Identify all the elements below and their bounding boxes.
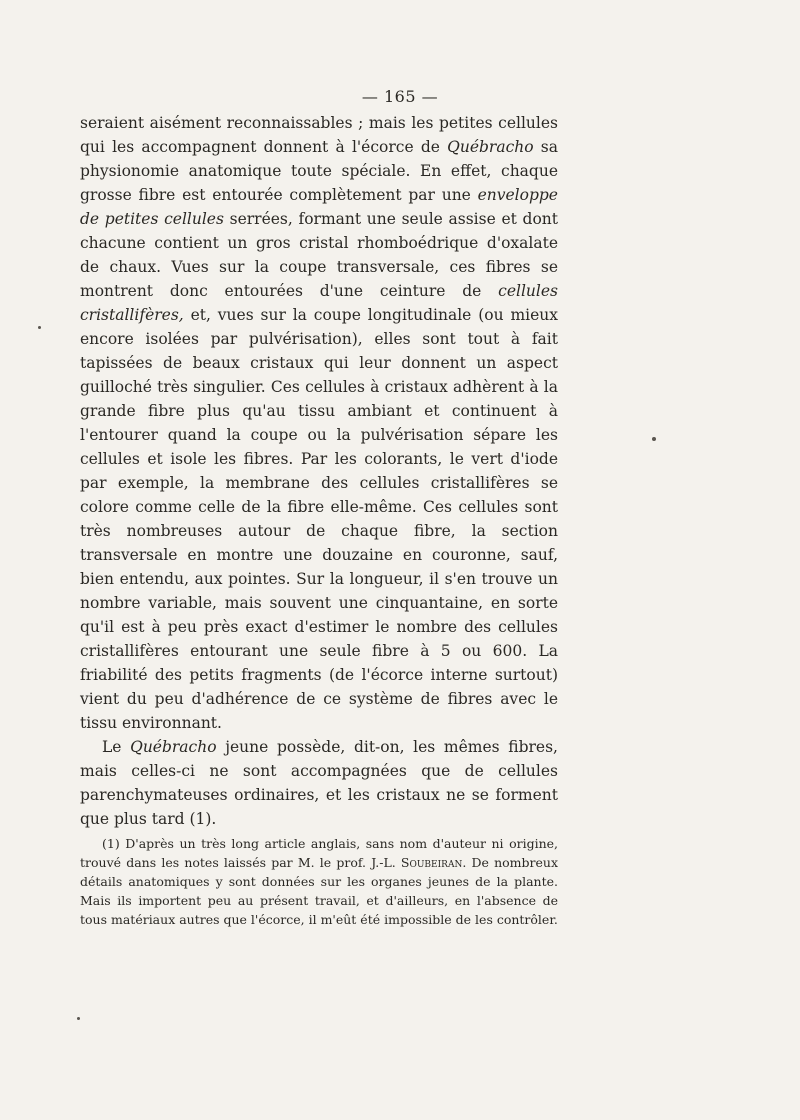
print-speck: [77, 1017, 80, 1020]
print-speck: [652, 437, 656, 441]
paragraph-1-italic-a: Québracho: [447, 138, 534, 156]
footnote-1: [80, 834, 558, 929]
paragraph-1-text-d: et, vues sur la coupe longitudinale (ou mieux encore isolées par pulvérisation), elles sont tout à fait tapissées de beaux cristaux qui leur donnent un aspect guilloché très singulier. Ces cellules à cristaux adhèrent à la grande fibre plus qu'au tissu ambiant et continuent à l'entourer quand la coupe ou la pulvérisation sépare les cellules et isole les fibres. Par les colorants, le vert d'iode par exemple, la membrane des cellules cristallifères se colore comme celle de la fibre elle-même. Ces cellules sont très nombreuses autour de chaque fibre, la section transversale en montre une douzaine en couronne, sauf, bien entendu, aux pointes. Sur la longueur, il s'en trouve un nombre variable, mais souvent une cinquantaine, en sorte qu'il est à peu près exact d'estimer le nombre des cellules cristallifères entourant une seule fibre à 5 ou 600. La friabilité des petits fragments (de l'écorce interne surtout) vient du peu d'adhérence de ce système de fibres avec le tissu environnant.: [80, 306, 558, 732]
paragraph-2-text-b: jeune possède, dit-on, les mêmes fibres, mais celles-ci ne sont accompagnées que de cellules parenchymateuses ordinaires, et les cristaux ne se forment que plus tard (1).: [80, 738, 558, 828]
paragraph-2-italic-a: Québracho: [130, 738, 217, 756]
print-speck: [38, 326, 41, 329]
paragraph-1-text-c: serrées, formant une seule assise et dont chacune contient un gros cristal rhomboédrique d'oxalate de chaux. Vues sur la coupe transversale, ces fibres se montrent donc entourées d'une ceinture de: [80, 210, 558, 300]
paragraph-1-text-a: seraient aisément reconnaissables ; mais les petites cellules qui les accompagnent donnent à l'écorce de: [80, 114, 558, 156]
paragraph-1: [80, 111, 558, 735]
paragraph-1-italic-c: cellules cristallifères,: [80, 282, 558, 324]
paragraph-2: [80, 735, 558, 831]
footnote-author-name: Soubeiran: [400, 855, 463, 870]
footnotes: [80, 834, 558, 929]
footnote-text-a: (1) D'après un très long article anglais, sans nom d'auteur ni origine, trouvé dans les notes laissés par M. le prof. J.-L.: [80, 836, 558, 870]
paragraph-2-text-a: Le: [102, 738, 131, 756]
paragraph-1-text-b: sa physionomie anatomique toute spéciale. En effet, chaque grosse fibre est entourée complètement par une: [80, 138, 558, 204]
body-text: [80, 111, 558, 831]
paragraph-1-italic-b: enveloppe de petites cellules: [80, 186, 558, 228]
page-number: — 165 —: [361, 87, 439, 106]
footnote-text-b: . De nombreux détails anatomiques y sont données sur les organes jeunes de la plante. Mais ils importent peu au présent travail, et d'ailleurs, en l'absence de tous matériaux autres que l'écorce, il m'eût été impossible de les contrôler.: [80, 855, 558, 927]
